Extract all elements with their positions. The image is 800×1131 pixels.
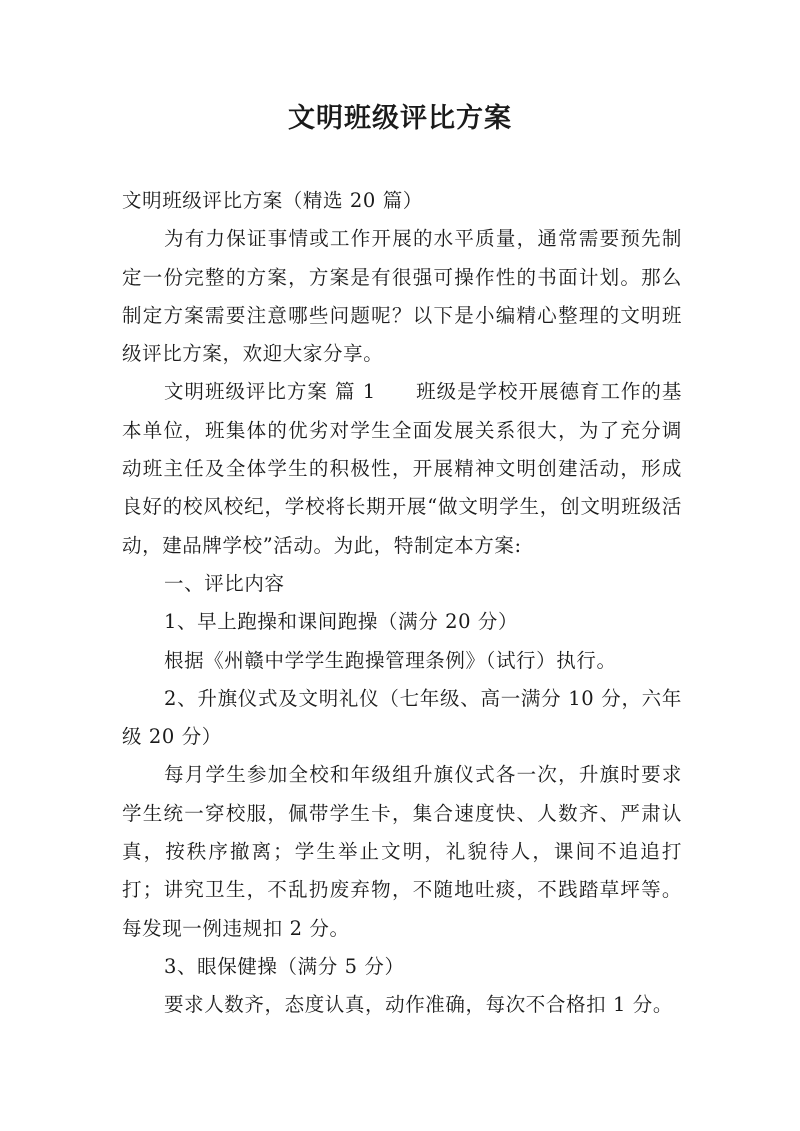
- page-title: 文明班级评比方案: [288, 103, 512, 134]
- item-heading: 1、早上跑操和课间跑操（满分 20 分）: [164, 610, 519, 634]
- item-paragraph: 根据《州赣中学学生跑操管理条例》（试行）执行。: [164, 648, 617, 672]
- document-body: [122, 182, 682, 1025]
- document-subtitle: 文明班级评比方案（精选 20 篇）: [122, 189, 423, 212]
- item-paragraph: 要求人数齐，态度认真，动作准确，每次不合格扣 1 分。: [164, 993, 674, 1017]
- item-heading: 3、眼保健操（满分 5 分）: [164, 954, 405, 978]
- section-heading: 一、评比内容: [164, 571, 285, 595]
- item-paragraph: 每月学生参加全校和年级组升旗仪式各一次，升旗时要求学生统一穿校服，佩带学生卡，集合速度快、人数齐、严肃认真，按秩序撤离；学生举止文明，礼貌待人，课间不追追打打；讲究卫生，不乱扔废弃物，不随地吐痰，不践踏草坪等。每发现一例违规扣 2 分。: [122, 763, 682, 940]
- intro-paragraph: 为有力保证事情或工作开展的水平质量，通常需要预先制定一份完整的方案，方案是有很强可操作性的书面计划。那么制定方案需要注意哪些问题呢？以下是小编精心整理的文明班级评比方案，欢迎大家分享。: [122, 227, 682, 366]
- item-heading: 2、升旗仪式及文明礼仪（七年级、高一满分 10 分，六年级 20 分）: [122, 686, 682, 749]
- piece1-text: 班级是学校开展德育工作的基本单位，班集体的优劣对学生全面发展关系很大，为了充分调动班主任及全体学生的积极性，开展精神文明创建活动，形成良好的校风校纪，学校将长期开展“做文明学生，创文明班级活动，建品牌学校”活动。为此，特制定本方案:: [122, 380, 682, 557]
- piece1-paragraph: [122, 373, 682, 564]
- piece1-heading: 文明班级评比方案 篇 1: [164, 380, 376, 404]
